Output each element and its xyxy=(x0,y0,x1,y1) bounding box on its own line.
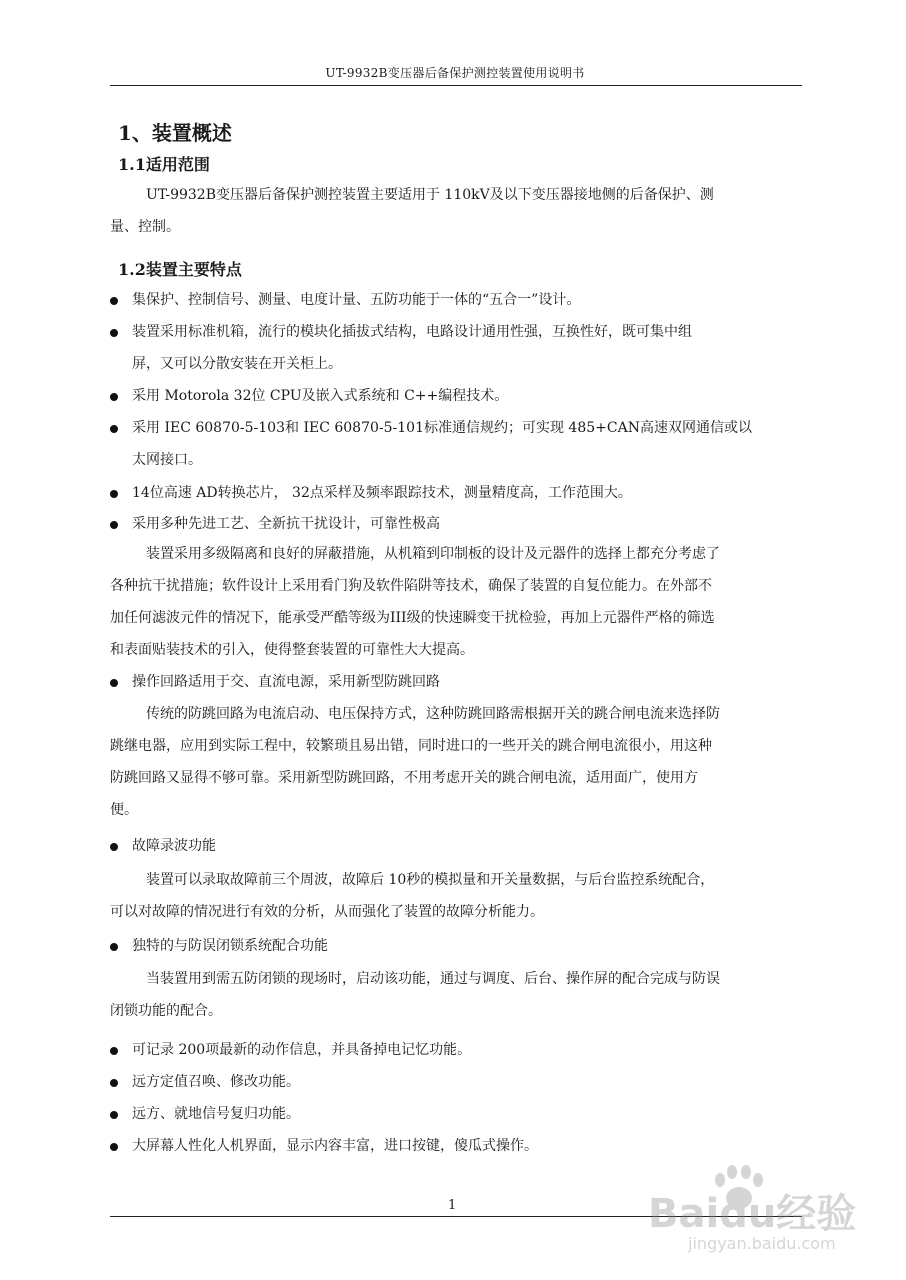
bullet-icon xyxy=(110,1047,118,1055)
bullet-icon xyxy=(110,679,118,687)
feature-text: 远方、就地信号复归功能。 xyxy=(132,1106,300,1122)
bullet-icon xyxy=(110,521,118,529)
header-rule xyxy=(110,85,802,86)
bullet-icon xyxy=(110,943,118,951)
subsection-title-features: 1.2装置主要特点 xyxy=(118,260,242,279)
page-number: 1 xyxy=(448,1198,457,1213)
baidu-watermark xyxy=(628,1140,868,1260)
interlock-line1: 当装置用到需五防闭锁的现场时，启动该功能，通过与调度、后台、操作屏的配合完成与防误 xyxy=(146,971,720,987)
feature-text: 采用 Motorola 32位 CPU及嵌入式系统和 C++编程技术。 xyxy=(132,388,509,404)
feature-text: 集保护、控制信号、测量、电度计量、五防功能于一体的“五合一”设计。 xyxy=(132,292,581,308)
reliability-line3: 加任何滤波元件的情况下，能承受严酷等级为III级的快速瞬变干扰检验，再加上元器件严格的筛选 xyxy=(110,610,715,626)
feature-text: 14位高速 AD转换芯片， 32点采样及频率跟踪技术，测量精度高，工作范围大。 xyxy=(132,485,632,501)
document-header: UT-9932B变压器后备保护测控装置使用说明书 xyxy=(325,66,585,80)
interlock-line2: 闭锁功能的配合。 xyxy=(110,1003,222,1019)
subsection-title-scope: 1.1适用范围 xyxy=(118,155,210,174)
bullet-icon xyxy=(110,490,118,498)
feature-text: 独特的与防误闭锁系统配合功能 xyxy=(132,938,328,954)
bullet-icon xyxy=(110,843,118,851)
bullet-icon xyxy=(110,329,118,337)
bullet-icon xyxy=(110,1079,118,1087)
bullet-icon xyxy=(110,393,118,401)
feature-text: 故障录波功能 xyxy=(132,838,216,854)
watermark-brand: Baidu经验 xyxy=(648,1191,857,1237)
section-title: 1、装置概述 xyxy=(118,121,232,145)
fault-line1: 装置可以录取故障前三个周波，故障后 10秒的模拟量和开关量数据，与后台监控系统配合， xyxy=(146,872,715,888)
feature-text-cont: 太网接口。 xyxy=(132,452,202,468)
feature-text: 远方定值召唤、修改功能。 xyxy=(132,1074,300,1090)
bullet-icon xyxy=(110,1111,118,1119)
antijump-line4: 便。 xyxy=(110,802,138,818)
watermark-url: jingyan.baidu.com xyxy=(688,1234,836,1253)
bullet-icon xyxy=(110,297,118,305)
scope-text-line2: 量、控制。 xyxy=(110,219,180,235)
feature-text: 大屏幕人性化人机界面，显示内容丰富，进口按键，傻瓜式操作。 xyxy=(132,1138,538,1154)
feature-text: 操作回路适用于交、直流电源，采用新型防跳回路 xyxy=(132,674,440,690)
feature-text: 装置采用标准机箱，流行的模块化插拔式结构，电路设计通用性强，互换性好，既可集中组 xyxy=(132,324,692,340)
bullet-icon xyxy=(110,1143,118,1151)
reliability-line2: 各种抗干扰措施；软件设计上采用看门狗及软件陷阱等技术，确保了装置的自复位能力。在外部不 xyxy=(110,578,712,594)
reliability-line1: 装置采用多级隔离和良好的屏蔽措施，从机箱到印制板的设计及元器件的选择上都充分考虑了 xyxy=(146,546,720,562)
reliability-line4: 和表面贴装技术的引入，使得整套装置的可靠性大大提高。 xyxy=(110,642,474,658)
antijump-line3: 防跳回路又显得不够可靠。采用新型防跳回路，不用考虑开关的跳合闸电流，适用面广，使用方 xyxy=(110,770,698,786)
bullet-icon xyxy=(110,425,118,433)
scope-text-line1: UT-9932B变压器后备保护测控装置主要适用于 110kV及以下变压器接地侧的后备保护、测 xyxy=(146,187,714,203)
antijump-line1: 传统的防跳回路为电流启动、电压保持方式，这种防跳回路需根据开关的跳合闸电流来选择防 xyxy=(146,706,720,722)
feature-text-cont: 屏，又可以分散安装在开关柜上。 xyxy=(132,356,342,372)
feature-text: 可记录 200项最新的动作信息，并具备掉电记忆功能。 xyxy=(132,1042,472,1058)
feature-text: 采用多种先进工艺、全新抗干扰设计，可靠性极高 xyxy=(132,516,440,532)
fault-line2: 可以对故障的情况进行有效的分析，从而强化了装置的故障分析能力。 xyxy=(110,904,544,920)
antijump-line2: 跳继电器，应用到实际工程中，较繁琐且易出错，同时进口的一些开关的跳合闸电流很小，用这种 xyxy=(110,738,712,754)
feature-text: 采用 IEC 60870-5-103和 IEC 60870-5-101标准通信规约；可实现 485+CAN高速双网通信或以 xyxy=(132,420,752,436)
